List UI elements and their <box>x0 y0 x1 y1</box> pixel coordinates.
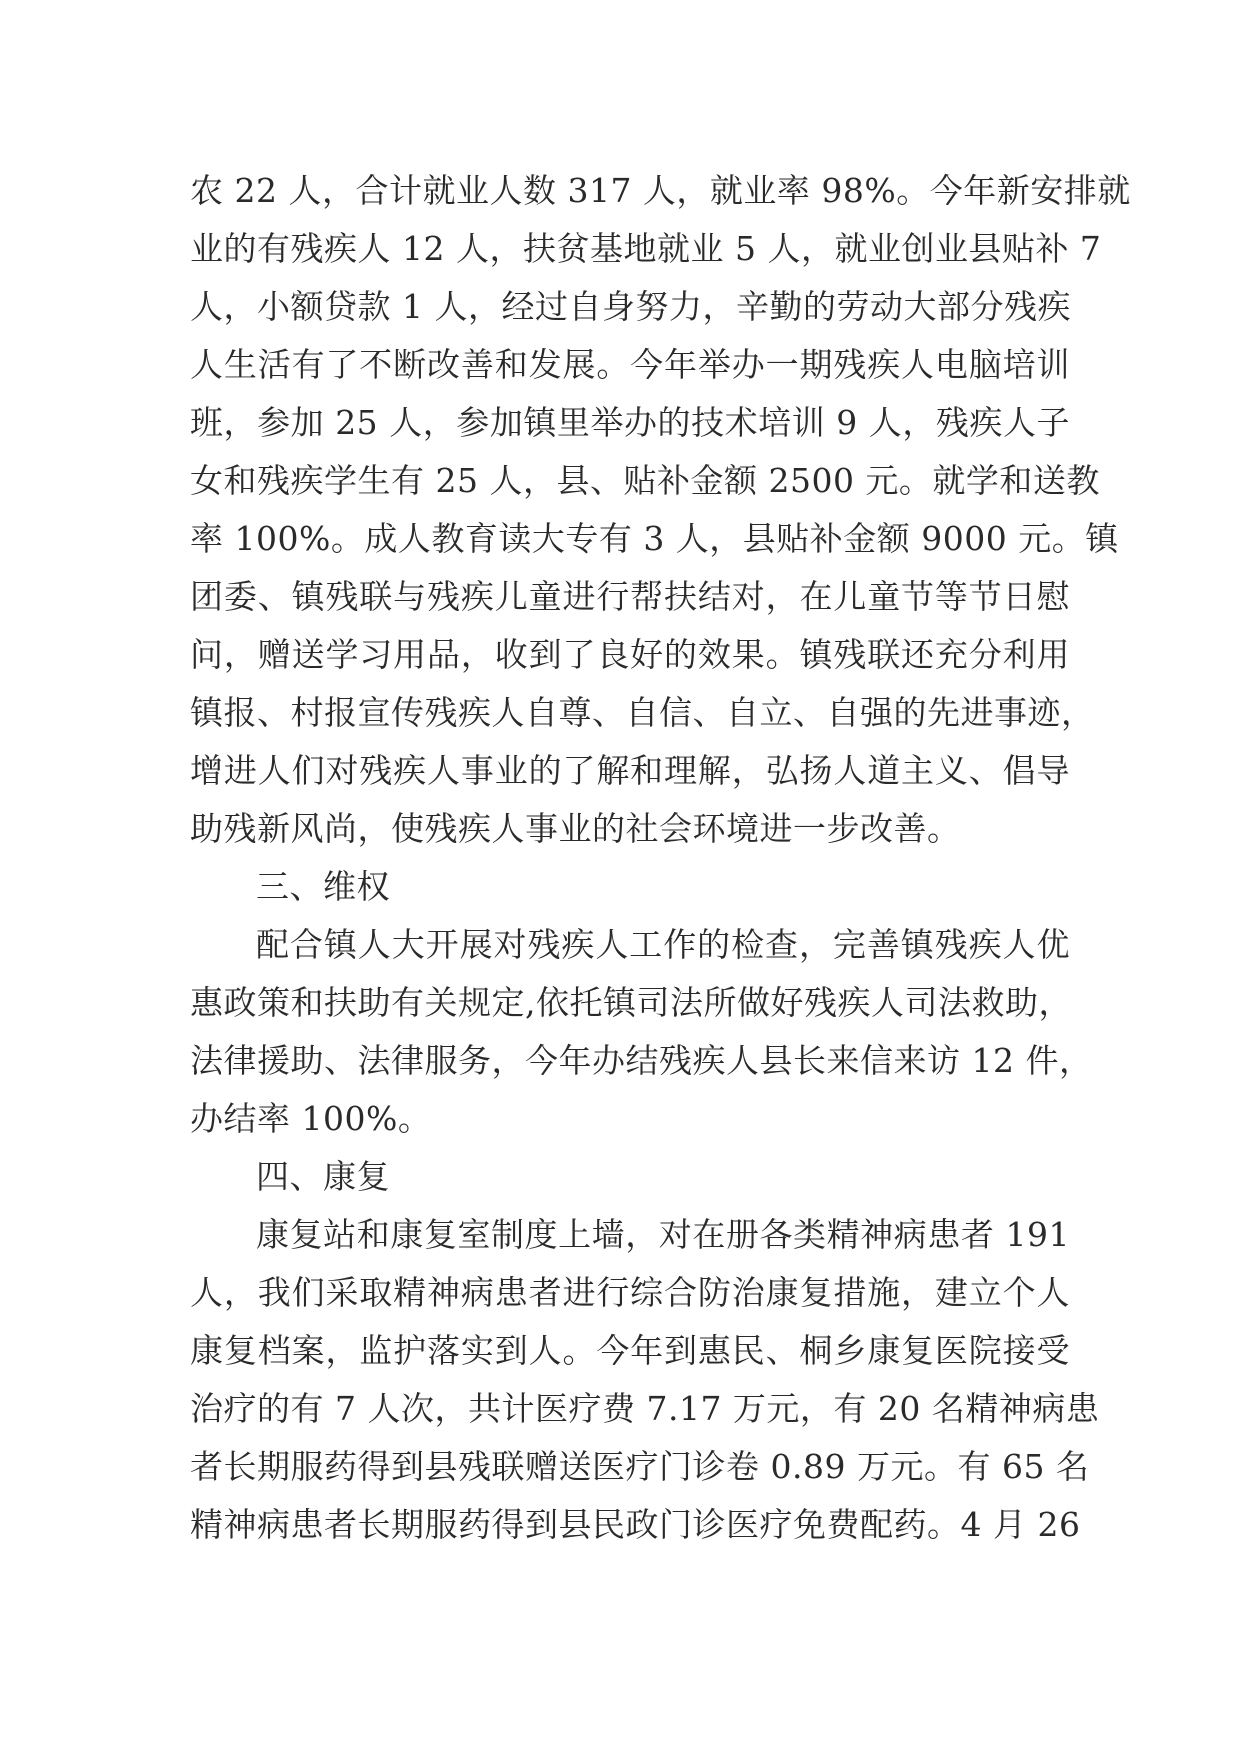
body-line-21: 康复档案，监护落实到人。今年到惠民、桐乡康复医院接受 <box>190 1331 1070 1370</box>
body-line-7: 率 100%。成人教育读大专有 3 人，县贴补金额 9000 元。镇 <box>190 519 1119 558</box>
body-line-1: 农 22 人，合计就业人数 317 人，就业率 98%。今年新安排就 <box>190 171 1131 210</box>
body-line-10: 镇报、村报宣传残疾人自尊、自信、自立、自强的先进事迹， <box>190 693 1095 732</box>
body-line-9: 问，赠送学习用品，收到了良好的效果。镇残联还充分利用 <box>190 635 1070 674</box>
document-body <box>190 162 1131 1554</box>
body-line-14: 配合镇人大开展对残疾人工作的检查，完善镇残疾人优 <box>256 925 1070 964</box>
body-line-6: 女和残疾学生有 25 人，县、贴补金额 2500 元。就学和送教 <box>190 461 1100 500</box>
body-line-8: 团委、镇残联与残疾儿童进行帮扶结对，在儿童节等节日慰 <box>190 577 1070 616</box>
body-line-4: 人生活有了不断改善和发展。今年举办一期残疾人电脑培训 <box>190 345 1070 384</box>
body-line-12: 助残新风尚，使残疾人事业的社会环境进一步改善。 <box>190 809 961 848</box>
body-line-11: 增进人们对残疾人事业的了解和理解，弘扬人道主义、倡导 <box>190 751 1070 790</box>
body-line-19: 康复站和康复室制度上墙，对在册各类精神病患者 191 <box>256 1215 1070 1254</box>
body-line-23: 者长期服药得到县残联赠送医疗门诊卷 0.89 万元。有 65 名 <box>190 1447 1090 1486</box>
body-line-15: 惠政策和扶助有关规定,依托镇司法所做好残疾人司法救助， <box>190 983 1072 1022</box>
body-line-20: 人，我们采取精神病患者进行综合防治康复措施，建立个人 <box>190 1273 1070 1312</box>
body-line-17: 办结率 100%。 <box>190 1099 432 1138</box>
section-heading-weiquan: 三、维权 <box>256 867 390 906</box>
body-line-24: 精神病患者长期服药得到县民政门诊医疗免费配药。4 月 26 <box>190 1505 1081 1544</box>
body-line-5: 班，参加 25 人，参加镇里举办的技术培训 9 人，残疾人子 <box>190 403 1070 442</box>
body-line-3: 人，小额贷款 1 人，经过自身努力，辛勤的劳动大部分残疾 <box>190 287 1071 326</box>
body-line-2: 业的有残疾人 12 人，扶贫基地就业 5 人，就业创业县贴补 7 <box>190 229 1102 268</box>
body-line-16: 法律援助、法律服务，今年办结残疾人县长来信来访 12 件， <box>190 1041 1093 1080</box>
section-heading-kangfu: 四、康复 <box>256 1157 390 1196</box>
body-line-22: 治疗的有 7 人次，共计医疗费 7.17 万元，有 20 名精神病患 <box>190 1389 1100 1428</box>
